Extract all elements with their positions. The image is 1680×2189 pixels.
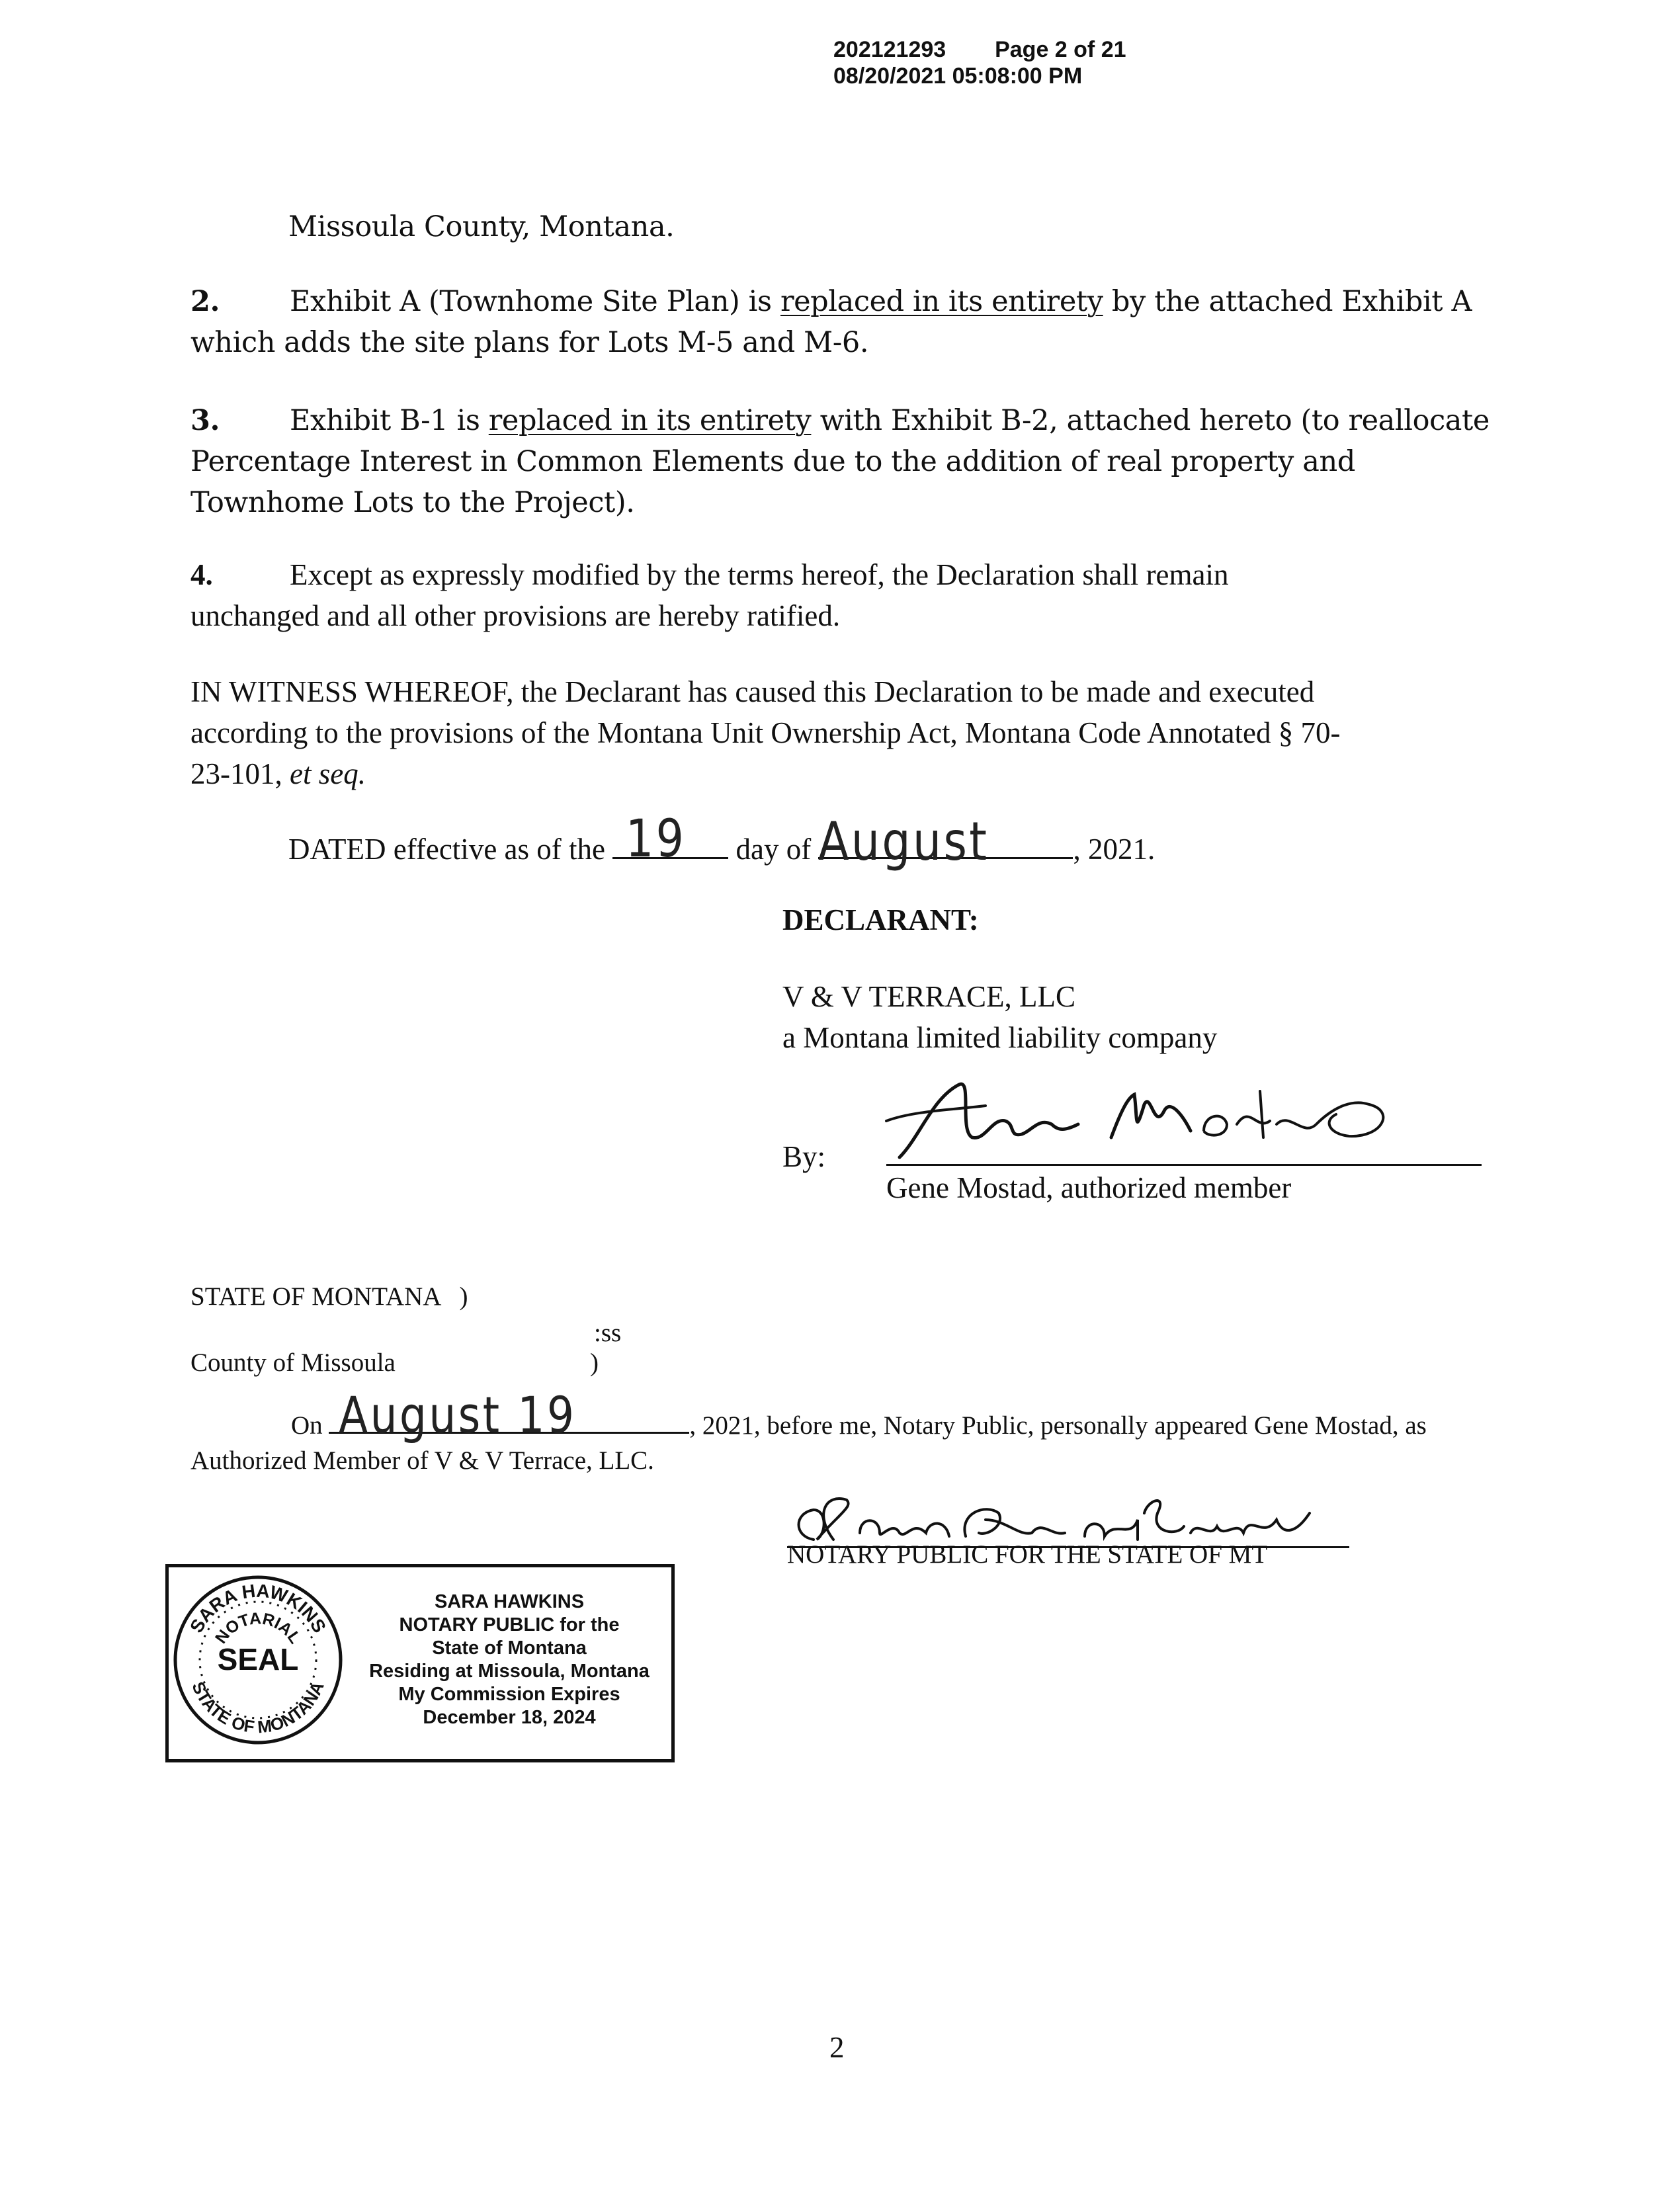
recorded-timestamp: 08/20/2021 05:08:00 PM [833,63,1083,89]
handwritten-ack-date: August 19 [339,1385,577,1444]
by-label: By: [782,1140,826,1173]
acknowledgment-line-1: On August 19 , 2021, before me, Notary Public, personally appeared Gene Mostad, as [291,1385,1427,1444]
venue-county: County of Missoula [190,1348,396,1377]
declarant-signature [873,1058,1402,1171]
seal-center-text: SEAL [217,1642,299,1676]
ack-date-fill-line [329,1385,689,1444]
page-indicator: Page 2 of 21 [995,37,1126,62]
venue-paren: ) [590,1348,599,1377]
witness-clause: IN WITNESS WHEREOF, the Declarant has caused this Declaration to be made and executed according to the provisions of the Montana Unit Ownership Act, Montana Code Annotated § 70- 23-101, et seq. [190,675,1341,790]
day-fill-line [612,809,728,869]
notary-seal-icon [169,1571,347,1749]
stamp-details: SARA HAWKINS NOTARY PUBLIC for the State of Montana Residing at Missoula, Montana My Commission Expires December 18, 2024 [369,1591,650,1728]
document-number: 202121293 [833,37,946,62]
handwritten-day: 19 [626,809,687,869]
seal-bottom-text: STATE OF MONTANA [188,1678,328,1737]
declarant-signature-line [886,1164,1482,1166]
notary-caption: NOTARY PUBLIC FOR THE STATE OF MT [787,1540,1268,1569]
handwritten-month: August [818,811,989,872]
seal-top-text: SARA HAWKINS [186,1580,330,1637]
declarant-entity: V & V TERRACE, LLC a Montana limited liability company [782,980,1218,1054]
seal-inner-text: NOTARIAL [211,1609,305,1647]
recording-header [833,36,1126,89]
continuation-line: Missoula County, Montana. [288,210,675,243]
acknowledgment-line-2: Authorized Member of V & V Terrace, LLC. [190,1446,654,1475]
svg-text:NOTARIAL [212,1609,304,1647]
month-fill-line [818,811,1073,872]
page-number: 2 [829,2031,845,2064]
paragraph-item-4: 4. Except as expressly modified by the terms hereof, the Declaration shall remain unchanged and all other provisions are hereby ratified. [190,554,1513,636]
paragraph-item-3: 3. Exhibit B-1 is replaced in its entirety with Exhibit B-2, attached hereto (to reallocate Percentage Interest in Common Elements due to the addition of real property and Townhome Lots to the Project). [190,400,1513,523]
dated-line: DATED effective as of the 19 day of August , 2021. [288,809,1155,872]
item-number: 2. [190,285,220,318]
paragraph-item-2: 2. Exhibit A (Townhome Site Plan) is replaced in its entirety by the attached Exhibit A which adds the site plans for Lots M-5 and M-6. [190,281,1513,363]
item-number: 3. [190,404,220,437]
venue-state: STATE OF MONTANA ) [190,1282,468,1311]
declarant-heading: DECLARANT: [782,903,979,936]
venue-ss: :ss [594,1319,622,1347]
item-number: 4. [190,558,213,591]
signer-name: Gene Mostad, authorized member [886,1171,1292,1204]
